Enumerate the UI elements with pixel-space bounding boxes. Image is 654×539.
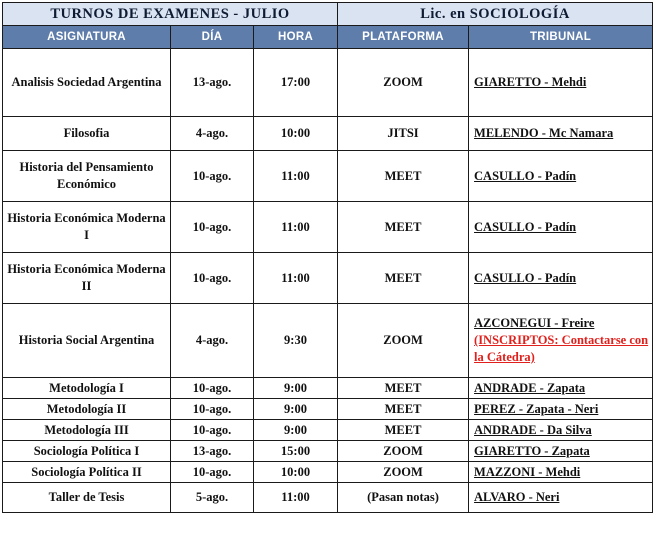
cell-time: 9:00 [254, 420, 338, 441]
cell-subject: Historia Económica Moderna I [3, 202, 171, 253]
cell-day: 5-ago. [171, 483, 254, 513]
tribunal-link[interactable]: GIARETTO - Zapata [474, 443, 590, 458]
column-header-dia: DÍA [171, 26, 254, 49]
cell-platform: MEET [338, 151, 469, 202]
column-header-plataforma: PLATAFORMA [338, 26, 469, 49]
cell-day: 10-ago. [171, 202, 254, 253]
cell-tribunal [469, 151, 653, 202]
cell-platform: ZOOM [338, 462, 469, 483]
table-row [3, 399, 653, 420]
cell-platform: MEET [338, 378, 469, 399]
column-header-row [3, 26, 653, 49]
cell-platform: (Pasan notas) [338, 483, 469, 513]
tribunal-link[interactable]: MAZZONI - Mehdi [474, 464, 581, 479]
cell-day: 10-ago. [171, 253, 254, 304]
cell-subject: Analisis Sociedad Argentina [3, 49, 171, 117]
cell-tribunal [469, 304, 653, 378]
cell-subject: Historia Social Argentina [3, 304, 171, 378]
cell-tribunal [469, 483, 653, 513]
cell-platform: ZOOM [338, 304, 469, 378]
exam-schedule-table [2, 2, 653, 513]
tribunal-link[interactable]: PEREZ - Zapata - Neri [474, 401, 599, 416]
table-row [3, 253, 653, 304]
cell-subject: Sociología Política I [3, 441, 171, 462]
title-row [3, 3, 653, 26]
cell-time: 17:00 [254, 49, 338, 117]
cell-day: 13-ago. [171, 49, 254, 117]
cell-day: 10-ago. [171, 399, 254, 420]
table-row [3, 49, 653, 117]
tribunal-link[interactable]: CASULLO - Padín [474, 270, 577, 285]
tribunal-link[interactable]: CASULLO - Padín [474, 168, 577, 183]
cell-day: 13-ago. [171, 441, 254, 462]
cell-platform: MEET [338, 399, 469, 420]
table-row [3, 483, 653, 513]
cell-subject: Metodología I [3, 378, 171, 399]
cell-day: 4-ago. [171, 117, 254, 151]
table-row [3, 202, 653, 253]
table-row [3, 151, 653, 202]
cell-tribunal [469, 441, 653, 462]
cell-tribunal [469, 420, 653, 441]
column-header-asignatura: ASIGNATURA [3, 26, 171, 49]
table-row [3, 378, 653, 399]
cell-time: 11:00 [254, 253, 338, 304]
tribunal-link[interactable]: AZCONEGUI - Freire [474, 316, 595, 330]
table-row [3, 117, 653, 151]
cell-day: 10-ago. [171, 462, 254, 483]
cell-subject: Sociología Política II [3, 462, 171, 483]
cell-day: 4-ago. [171, 304, 254, 378]
cell-tribunal [469, 462, 653, 483]
enrollment-contact-note[interactable]: (INSCRIPTOS: Contactarse con la Cátedra) [474, 333, 649, 364]
cell-subject: Metodología II [3, 399, 171, 420]
title-exam-turns: TURNOS DE EXAMENES - JULIO [3, 3, 338, 26]
cell-time: 15:00 [254, 441, 338, 462]
cell-time: 10:00 [254, 117, 338, 151]
cell-platform: MEET [338, 202, 469, 253]
tribunal-link[interactable]: GIARETTO - Mehdi [474, 75, 587, 89]
cell-tribunal [469, 202, 653, 253]
cell-time: 11:00 [254, 483, 338, 513]
tribunal-link[interactable]: CASULLO - Padín [474, 219, 577, 234]
cell-platform: ZOOM [338, 49, 469, 117]
cell-platform: MEET [338, 420, 469, 441]
tribunal-link[interactable]: ALVARO - Neri [474, 490, 560, 504]
cell-tribunal [469, 117, 653, 151]
cell-tribunal [469, 49, 653, 117]
cell-subject: Historia Económica Moderna II [3, 253, 171, 304]
cell-day: 10-ago. [171, 420, 254, 441]
cell-time: 11:00 [254, 202, 338, 253]
cell-day: 10-ago. [171, 151, 254, 202]
tribunal-link[interactable]: ANDRADE - Da Silva [474, 422, 592, 437]
cell-time: 11:00 [254, 151, 338, 202]
cell-subject: Historia del Pensamiento Económico [3, 151, 171, 202]
tribunal-link[interactable]: MELENDO - Mc Namara [474, 126, 614, 140]
cell-subject: Filosofia [3, 117, 171, 151]
column-header-hora: HORA [254, 26, 338, 49]
cell-time: 9:30 [254, 304, 338, 378]
title-degree: Lic. en SOCIOLOGÍA [338, 3, 653, 26]
cell-tribunal [469, 399, 653, 420]
column-header-tribunal: TRIBUNAL [469, 26, 653, 49]
table-row [3, 304, 653, 378]
table-row [3, 462, 653, 483]
cell-subject: Taller de Tesis [3, 483, 171, 513]
cell-tribunal [469, 378, 653, 399]
cell-platform: JITSI [338, 117, 469, 151]
cell-time: 9:00 [254, 378, 338, 399]
cell-subject: Metodología III [3, 420, 171, 441]
cell-time: 10:00 [254, 462, 338, 483]
cell-platform: MEET [338, 253, 469, 304]
cell-tribunal [469, 253, 653, 304]
table-row [3, 441, 653, 462]
cell-time: 9:00 [254, 399, 338, 420]
cell-day: 10-ago. [171, 378, 254, 399]
cell-platform: ZOOM [338, 441, 469, 462]
table-row [3, 420, 653, 441]
tribunal-link[interactable]: ANDRADE - Zapata [474, 380, 586, 395]
